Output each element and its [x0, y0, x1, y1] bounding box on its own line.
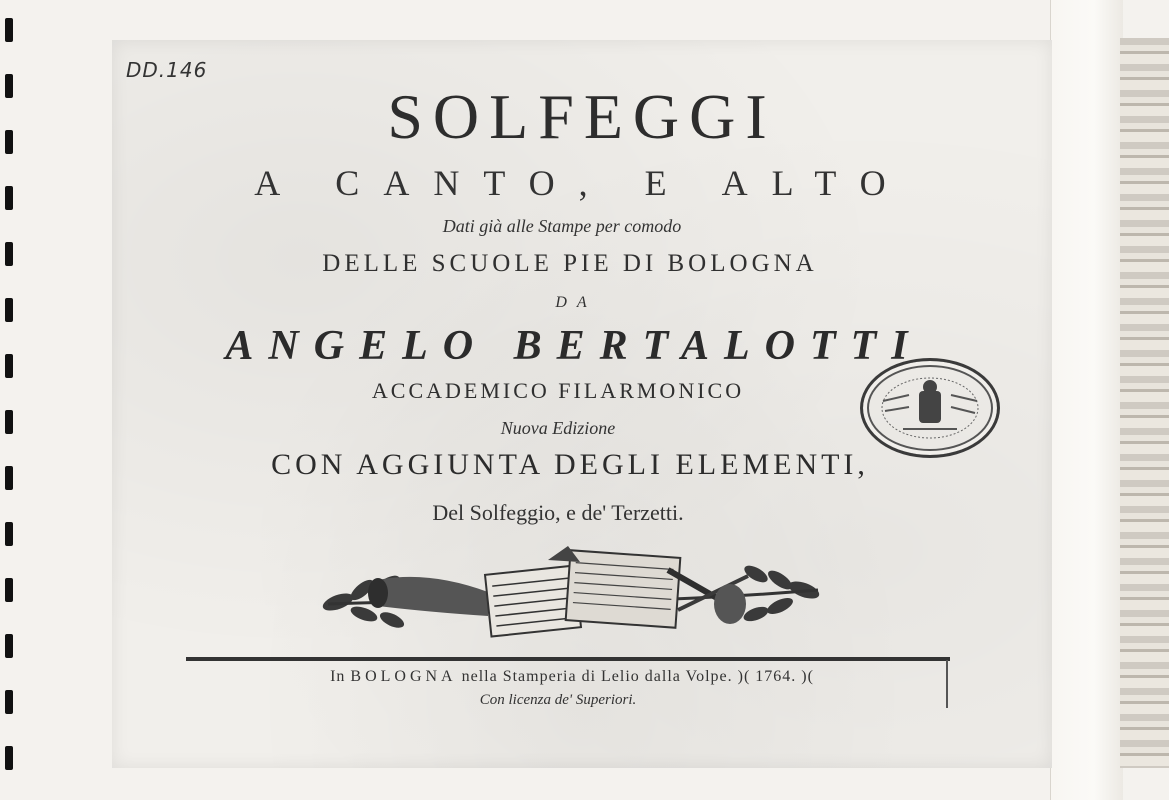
- binding-holes: [5, 18, 15, 788]
- imprint-city: BOLOGNA: [350, 668, 457, 685]
- license-note: Con licenza de' Superiori.: [479, 692, 637, 708]
- title-page: [112, 40, 1052, 768]
- by-line: DA: [555, 294, 597, 311]
- imprint-rule: [186, 657, 950, 661]
- scan-edge-strip: [1120, 38, 1169, 768]
- imprint: [102, 668, 1042, 686]
- shelfmark: DD.146: [126, 58, 208, 82]
- dedication: Dati già alle Stampe per comodo: [442, 216, 682, 236]
- subtitle: A CANTO, E ALTO: [254, 163, 910, 203]
- author-name: ANGELO BERTALOTTI: [225, 323, 923, 369]
- page-edge-fold: [1050, 0, 1123, 800]
- addition-line: CON AGGIUNTA DEGLI ELEMENTI,: [271, 448, 869, 481]
- musical-trophy-vignette-icon: [318, 540, 828, 644]
- schools-line: DELLE SCUOLE PIE DI BOLOGNA: [322, 250, 818, 277]
- title: SOLFEGGI: [387, 81, 777, 152]
- addition-detail: Del Solfeggio, e de' Terzetti.: [432, 500, 684, 525]
- imprint-prefix: In: [330, 668, 346, 685]
- imprint-year: )( 1764. )(: [737, 668, 814, 685]
- imprint-printer: nella Stamperia di Lelio dalla Volpe.: [461, 668, 733, 685]
- author-title: ACCADEMICO FILARMONICO: [371, 378, 745, 403]
- library-stamp-icon: [860, 358, 1000, 458]
- edition-note: Nuova Edizione: [500, 418, 616, 438]
